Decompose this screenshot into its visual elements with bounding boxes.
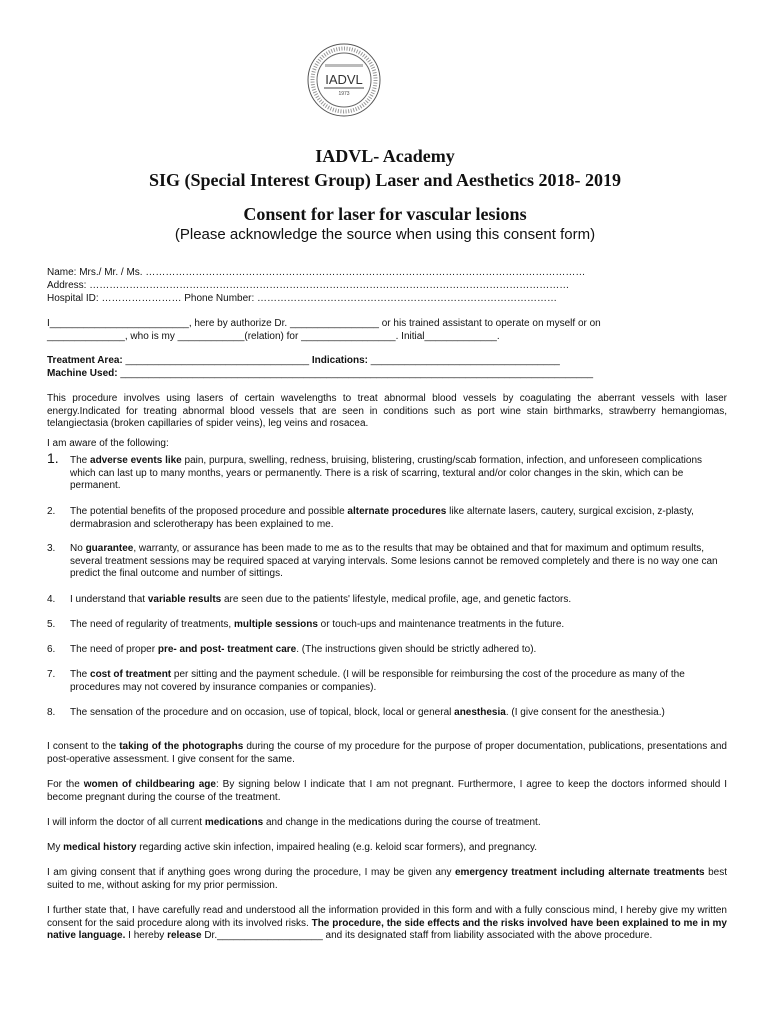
authorize-line-1: I_________________________, here by authorize Dr. ________________ or his trained assistant to operate on myself or on (47, 318, 601, 329)
list-item: 2. The potential benefits of the proposed procedure and possible alternate procedures like alternate lasers, cautery, surgical excision, z-plasty, dermabrasion and sclerotherapy has been explained to me. (47, 506, 694, 530)
treatment-area-row (47, 355, 727, 368)
list-item-number: 6. (47, 644, 56, 655)
list-item-number: 2. (47, 506, 56, 517)
list-item-number: 5. (47, 619, 56, 630)
list-item: 6. The need of proper pre- and post- treatment care. (The instructions given should be strictly adhered to). (47, 644, 537, 655)
list-item-number: 3. (47, 543, 56, 554)
final-statement-paragraph: I further state that, I have carefully read and understood all the information provided in this form and with a fully conscious mind, I hereby give my written consent for the said procedure along with its involved risks. The procedure, the side effects and the risks involved have been explained to me in my native language. I hereby release Dr.___________________ and its designated staff from liability associated with the above procedure. (47, 905, 727, 942)
form-subtitle: (Please acknowledge the source when using this consent form) (174, 226, 596, 243)
emergency-paragraph: I am giving consent that if anything goes wrong during the procedure, I may be given any emergency treatment including alternate treatments best suited to me, without asking for my prior permission. (47, 867, 727, 891)
hospital-phone-field: Hospital ID: …………………… Phone Number: ……………………………………………………………………………… (47, 293, 558, 304)
aware-heading: I am aware of the following: (47, 438, 169, 449)
authorize-line-2: ______________, who is my ____________(relation) for _________________. Initial_____________. (47, 331, 500, 342)
list-item: 4. I understand that variable results are seen due to the patients' lifestyle, medical profile, age, and genetic factors. (47, 594, 572, 605)
childbearing-paragraph: For the women of childbearing age: By signing below I indicate that I am not pregnant. Furthermore, I agree to keep the doctors informed should I become pregnant during the course of the treatment. (47, 779, 728, 803)
list-item: 7. The cost of treatment per sitting and the payment schedule. (I will be responsible for reimbursing the cost of the procedure as many of the procedures may not covered by insurance companies or companies). (47, 669, 685, 693)
address-field: Address: ……………………………………………………………………………………………………………………………… (47, 280, 570, 291)
list-item: 3. No guarantee, warranty, or assurance has been made to me as to the results that may be obtained and that for maximum and optimum results, several treatment sessions may be required spaced at varying intervals. Some lesions cannot be removed completely and there is no way one can predict the final outcome and number of sittings. (47, 543, 718, 580)
treatment-area-blank: _________________________________ (122, 355, 312, 366)
indications-label: Indications: (311, 355, 368, 366)
form-title: Consent for laser for vascular lesions (243, 204, 527, 224)
iadvl-logo-icon (306, 42, 382, 118)
list-item-number: 8. (47, 707, 56, 718)
machine-used-label: Machine Used: (47, 368, 118, 379)
indications-blank: __________________________________ (368, 355, 560, 366)
list-item-number: 4. (47, 594, 56, 605)
logo-text: IADVL (325, 72, 363, 87)
header-sig: SIG (Special Interest Group) Laser and Aesthetics 2018- 2019 (148, 170, 621, 190)
list-item: 5. The need of regularity of treatments, multiple sessions or touch-ups and maintenance treatments in the future. (47, 619, 565, 630)
name-field: Name: Mrs./ Mr. / Ms. …………………………………………………………………………………………………………………… (47, 267, 586, 278)
list-item: 1. The adverse events like pain, purpura, swelling, redness, bruising, blistering, crusting/scab formation, infection, and unforeseen complications which can last up to many months, years or permanently. There is a risk of scarring, textural and/or color changes in the skin, which can be permanent. (47, 450, 703, 492)
medical-history-paragraph: My medical history regarding active skin infection, impaired healing (e.g. keloid scar formers), and pregnancy. (47, 842, 538, 853)
list-item-number: 7. (47, 669, 56, 680)
header-academy: IADVL- Academy (315, 146, 455, 166)
list-item-number: 1. (47, 450, 59, 466)
photo-consent-paragraph: I consent to the taking of the photographs during the course of my procedure for the purpose of proper documentation, publications, presentations and post-operative assessment. I give consent for the same. (47, 741, 727, 765)
procedure-intro: This procedure involves using lasers of certain wavelengths to treat abnormal blood vessels by coagulating the aberrant vessels with laser energy.Indicated for treating abnormal blood vessels that are seen in conditions such as port wine stain birthmarks, strawberry hemangiomas, telangiectasia (broken capillaries of spider veins), leg veins and rosacea. (47, 393, 727, 430)
treatment-area-label: Treatment Area: (47, 355, 123, 366)
logo-year: 1973 (338, 91, 350, 97)
medications-paragraph: I will inform the doctor of all current medications and change in the medications during the course of treatment. (47, 817, 541, 828)
list-item: 8. The sensation of the procedure and on occasion, use of topical, block, local or general anesthesia. (I give consent for the anesthesia.) (47, 707, 665, 718)
machine-used-blank: _____________________________________________________________________________________ (117, 368, 594, 379)
machine-used-row (47, 368, 727, 381)
